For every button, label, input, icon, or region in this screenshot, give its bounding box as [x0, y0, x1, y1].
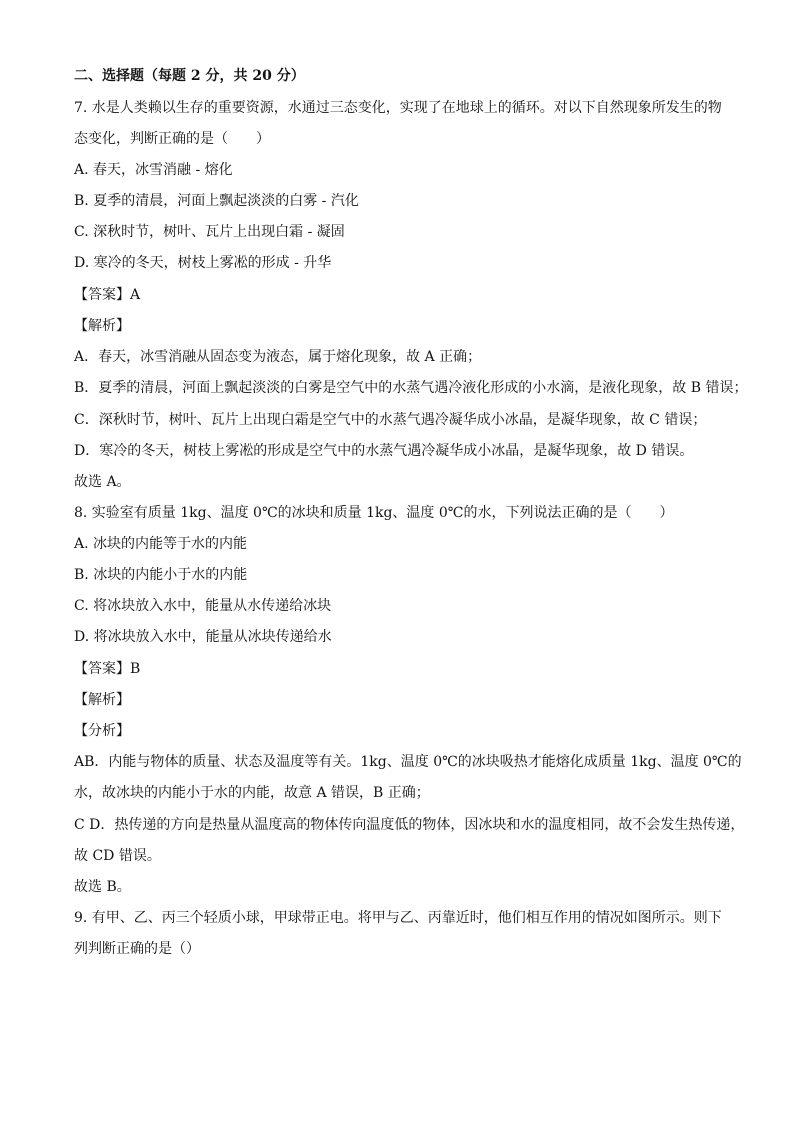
q7-option-b: B. 夏季的清晨，河面上飘起淡淡的白雾 - 汽化 — [74, 193, 359, 209]
q7-analysis-line-2: B．夏季的清晨，河面上飘起淡淡的白雾是空气中的水蒸气遇冷液化形成的小水滴，是液化现象，故 B 错误； — [74, 380, 748, 396]
q7-answer: 【答案】A — [74, 287, 141, 303]
q7-stem-line-1: 7. 水是人类赖以生存的重要资源，水通过三态变化，实现了在地球上的循环。对以下自然现象所发生的物 — [74, 100, 722, 116]
q8-breakdown-title: 【分析】 — [74, 723, 130, 739]
q7-option-d: D. 寒冷的冬天，树枝上雾凇的形成 - 升华 — [74, 255, 332, 271]
q8-option-a: A. 冰块的内能等于水的内能 — [74, 536, 248, 552]
q9-stem-line-1: 9. 有甲、乙、丙三个轻质小球，甲球带正电。将甲与乙、丙靠近时，他们相互作用的情况如图所示。则下 — [74, 910, 722, 926]
q8-analysis-line-3: C D．热传递的方向是热量从温度高的物体传向温度低的物体，因冰块和水的温度相同，故不会发生热传递， — [74, 817, 745, 833]
q8-option-c: C. 将冰块放入水中，能量从水传递给冰块 — [74, 598, 332, 614]
q7-analysis-line-4: D．寒冷的冬天，树枝上雾凇的形成是空气中的水蒸气遇冷凝华成小冰晶，是凝华现象，故 D 错误。 — [74, 443, 694, 459]
q8-stem: 8. 实验室有质量 1kg、温度 0℃的冰块和质量 1kg、温度 0℃的水，下列说法正确的是（ ） — [74, 505, 674, 521]
q7-analysis-line-1: A．春天，冰雪消融从固态变为液态，属于熔化现象，故 A 正确； — [74, 349, 482, 365]
section-heading: 二、选择题（每题 2 分，共 20 分） — [74, 68, 305, 84]
q8-analysis-line-1: AB．内能与物体的质量、状态及温度等有关。1kg、温度 0℃的冰块吸热才能熔化成质量 1kg、温度 0℃的 — [74, 754, 742, 770]
q8-analysis-title: 【解析】 — [74, 692, 130, 708]
q8-answer: 【答案】B — [74, 661, 141, 677]
q7-conclusion: 故选 A。 — [74, 474, 131, 490]
q8-analysis-line-2: 水，故冰块的内能小于水的内能，故意 A 错误，B 正确； — [74, 785, 430, 801]
q9-stem-line-2: 列判断正确的是（） — [74, 941, 200, 957]
q7-option-c: C. 深秋时节，树叶、瓦片上出现白霜 - 凝固 — [74, 224, 345, 240]
q8-conclusion: 故选 B。 — [74, 879, 131, 895]
q8-analysis-line-4: 故 CD 错误。 — [74, 848, 161, 864]
q7-analysis-line-3: C．深秋时节，树叶、瓦片上出现白霜是空气中的水蒸气遇冷凝华成小冰晶，是凝华现象，故 C 错误； — [74, 412, 707, 428]
q7-option-a: A. 春天，冰雪消融 - 熔化 — [74, 162, 233, 178]
q7-analysis-title: 【解析】 — [74, 318, 130, 334]
q8-option-b: B. 冰块的内能小于水的内能 — [74, 567, 248, 583]
q7-stem-line-2: 态变化，判断正确的是（ ） — [74, 131, 270, 147]
q8-option-d: D. 将冰块放入水中，能量从冰块传递给水 — [74, 629, 332, 645]
